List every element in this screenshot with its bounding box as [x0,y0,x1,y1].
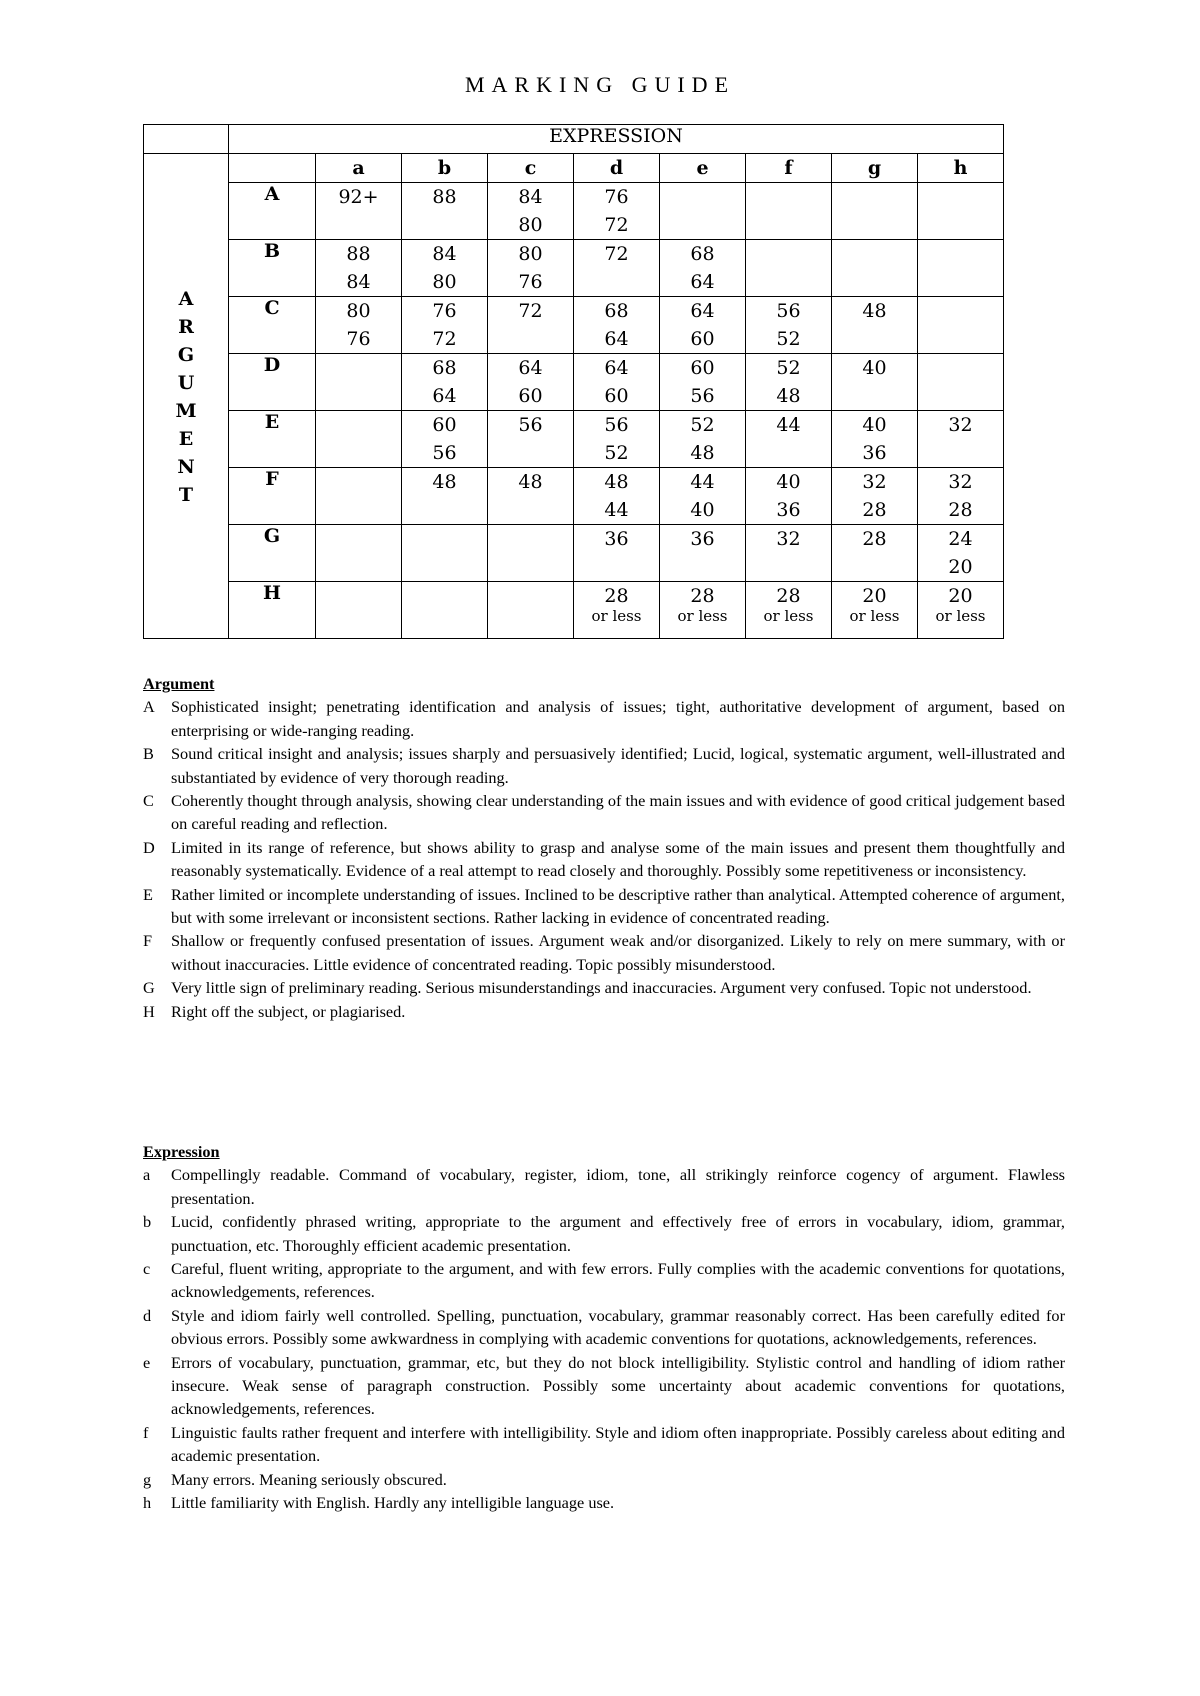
grade-cell [746,468,832,525]
grade-value: 84 [432,243,457,265]
grade-cell [918,297,1004,354]
argument-item [143,976,1065,999]
grade-cell [918,411,1004,468]
grade-value: 60 [518,385,543,407]
item-description: Style and idiom fairly well controlled. Spelling, punctuation, vocabulary, grammar reasonably correct. Has been carefully edited for obvious errors. Possibly some awkwardness in complying with academic conventions for quotations, acknowledgements, references. [171,1305,1065,1349]
grade-value: 52 [690,414,715,436]
column-header-d: d [574,154,660,183]
grade-value: 88 [432,186,457,208]
item-key: F [143,931,153,951]
grade-cell [402,411,488,468]
item-key: b [143,1212,152,1232]
argument-letter: U [177,372,195,394]
grade-value: 48 [862,300,887,322]
grade-value: 56 [776,300,801,322]
grade-value: 52 [776,328,801,350]
grade-cell [746,411,832,468]
grade-cell [488,525,574,582]
grade-value: 28 [948,499,973,521]
column-header-c: c [488,154,574,183]
grade-cell [746,354,832,411]
grade-cell [574,411,660,468]
grade-cell [316,183,402,240]
grade-row [144,468,1004,525]
item-key: h [143,1493,152,1513]
expression-item [143,1304,1065,1351]
argument-item [143,789,1065,836]
grade-cell [316,411,402,468]
item-key: H [143,1001,155,1021]
grade-value: 84 [346,271,371,293]
row-label: E [229,411,316,468]
grade-value: 56 [690,385,715,407]
expression-item [143,1421,1065,1468]
expression-header: EXPRESSION [229,125,1004,154]
argument-letter: M [175,400,197,422]
grade-row [144,297,1004,354]
item-key: d [143,1305,152,1325]
grade-cell [402,297,488,354]
argument-letter: T [178,484,194,506]
expression-item [143,1351,1065,1421]
grade-row [144,582,1004,639]
argument-heading: Argument [143,674,215,693]
grade-cell [488,297,574,354]
grade-value: 80 [518,243,543,265]
grade-cell [402,525,488,582]
item-key: g [143,1469,152,1489]
grade-value: 92+ [338,186,379,208]
grade-value: 76 [346,328,371,350]
grade-cell [746,525,832,582]
grade-value: 76 [432,300,457,322]
grade-value: 80 [346,300,371,322]
expression-item [143,1163,1065,1210]
row-label: G [229,525,316,582]
grade-value: 64 [518,357,543,379]
grade-cell [316,297,402,354]
grade-value: 28 [862,528,887,550]
row-label: C [229,297,316,354]
argument-item [143,836,1065,883]
grade-value: 68 [604,300,629,322]
expression-heading: Expression [143,1142,220,1161]
grade-value: 40 [690,499,715,521]
argument-item [143,929,1065,976]
item-key: f [143,1422,149,1442]
expression-item [143,1210,1065,1257]
grade-value: 52 [604,442,629,464]
grade-cell [832,411,918,468]
grade-value: 40 [776,471,801,493]
grade-cell [316,582,402,639]
grade-cell [832,354,918,411]
grade-cell [574,582,660,639]
grade-value: 28 [604,585,629,607]
grade-value: 20 [948,556,973,578]
grade-value: 32 [862,471,887,493]
grade-cell [488,582,574,639]
grade-cell [488,240,574,297]
grade-cell [660,525,746,582]
argument-item [143,883,1065,930]
or-less-label: or less [677,607,728,625]
item-description: Limited in its range of reference, but shows ability to grasp and analyse some of the main issues and present them thoughtfully and reasonably systematically. Evidence of a real attempt to read closely and thoroughly. Possibly some repetitiveness or inconsistency. [171,837,1065,881]
grade-value: 48 [432,471,457,493]
item-description: Errors of vocabulary, punctuation, grammar, etc, but they do not block intelligibility. Stylistic control and handling of idiom rather insecure. Weak sense of paragraph construction. Possibly some uncertainty about academic conventions for quotations, acknowledgements, references. [171,1352,1065,1419]
grade-cell [832,297,918,354]
grade-cell [918,582,1004,639]
row-label: H [229,582,316,639]
grade-value: 84 [518,186,543,208]
grade-cell [918,183,1004,240]
grade-value: 60 [432,414,457,436]
grade-cell [660,354,746,411]
grade-value: 56 [604,414,629,436]
grade-value: 44 [604,499,629,521]
grade-value: 68 [690,243,715,265]
or-less-label: or less [935,607,986,625]
expression-list [143,1163,1065,1514]
grade-cell [660,240,746,297]
grade-value: 80 [518,214,543,236]
grade-value: 20 [948,585,973,607]
grade-value: 28 [690,585,715,607]
item-key: D [143,837,155,857]
grade-value: 56 [432,442,457,464]
grade-cell [402,354,488,411]
grade-value: 36 [776,499,801,521]
page-title: MARKING GUIDE [464,72,736,97]
item-key: c [143,1259,151,1279]
grade-value: 28 [862,499,887,521]
grade-cell [574,525,660,582]
grade-cell [832,240,918,297]
argument-section [143,672,1065,1023]
grade-value: 64 [432,385,457,407]
item-key: a [143,1165,151,1185]
grade-value: 44 [776,414,801,436]
grade-cell [488,354,574,411]
grade-cell [746,297,832,354]
column-header-g: g [832,154,918,183]
grade-cell [574,354,660,411]
grade-value: 40 [862,414,887,436]
grade-value: 88 [346,243,371,265]
grade-value: 80 [432,271,457,293]
grade-value: 64 [604,357,629,379]
grade-cell [746,183,832,240]
column-header-h: h [918,154,1004,183]
grade-value: 64 [604,328,629,350]
grade-cell [918,240,1004,297]
item-description: Careful, fluent writing, appropriate to the argument, and with few errors. Fully complies with the academic conventions for quotations, acknowledgements, references. [171,1259,1065,1302]
grade-value: 48 [776,385,801,407]
grade-cell [316,525,402,582]
grade-cell [402,183,488,240]
grade-value: 32 [776,528,801,550]
grade-value: 60 [604,385,629,407]
grade-cell [574,183,660,240]
grade-cell [918,525,1004,582]
grade-value: 60 [690,357,715,379]
item-description: Sophisticated insight; penetrating identification and analysis of issues; tight, authoritative development of argument, based on enterprising or wide-ranging reading. [171,697,1065,740]
grade-value: 72 [518,300,543,322]
grade-value: 52 [776,357,801,379]
grade-value: 44 [690,471,715,493]
argument-letter: N [177,456,195,478]
grade-cell [660,183,746,240]
grade-cell [660,468,746,525]
grade-value: 40 [862,357,887,379]
grade-cell [402,240,488,297]
argument-item [143,742,1065,789]
grade-cell [488,411,574,468]
grade-row [144,525,1004,582]
grade-cell [832,525,918,582]
column-header-a: a [316,154,402,183]
grade-value: 72 [604,243,629,265]
grade-cell [316,240,402,297]
grade-value: 48 [518,471,543,493]
grade-cell [746,582,832,639]
row-label: B [229,240,316,297]
expression-section [143,1140,1065,1515]
item-description: Right off the subject, or plagiarised. [171,1001,406,1021]
grade-value: 24 [948,528,973,550]
column-header-b: b [402,154,488,183]
grade-value: 48 [604,471,629,493]
grade-value: 64 [690,271,715,293]
grade-cell [918,468,1004,525]
grade-value: 36 [690,528,715,550]
grade-value: 68 [432,357,457,379]
item-description: Linguistic faults rather frequent and interfere with intelligibility. Style and idiom often inappropriate. Possibly careless about editing and academic presentation. [171,1422,1065,1466]
grade-value: 56 [518,414,543,436]
grade-cell [660,582,746,639]
grade-cell [402,582,488,639]
argument-item [143,695,1065,742]
item-description: Very little sign of preliminary reading. Serious misunderstandings and inaccuracies. Argument very confused. Topic not understood. [171,978,1032,998]
grade-cell [488,183,574,240]
argument-letter: R [178,316,194,338]
grade-cell [316,468,402,525]
corner-cell [144,125,229,154]
grade-cell [316,354,402,411]
grade-value: 20 [862,585,887,607]
grade-value: 28 [776,585,801,607]
item-key: e [143,1352,151,1372]
grade-cell [832,468,918,525]
grade-row [144,183,1004,240]
grade-cell [574,468,660,525]
argument-item [143,1000,1065,1023]
grade-cell [660,411,746,468]
grade-cell [832,582,918,639]
argument-vertical-label [144,154,229,639]
row-label: D [229,354,316,411]
grade-row [144,354,1004,411]
argument-letter: A [178,288,194,310]
grade-value: 60 [690,328,715,350]
row-label: A [229,183,316,240]
grade-row [144,240,1004,297]
column-header-e: e [660,154,746,183]
grade-value: 76 [518,271,543,293]
argument-letter: G [177,344,195,366]
item-key: A [143,697,155,717]
grade-cell [918,354,1004,411]
item-description: Lucid, confidently phrased writing, appropriate to the argument and effectively free of errors in vocabulary, idiom, grammar, punctuation, etc. Thoroughly efficient academic presentation. [171,1212,1065,1255]
item-description: Many errors. Meaning seriously obscured. [171,1469,447,1489]
item-description: Sound critical insight and analysis; issues sharply and persuasively identified; Lucid, logical, systematic argument, well-illustrated and substantiated by evidence of very thorough reading. [171,744,1065,787]
argument-list [143,695,1065,1023]
item-key: E [143,884,153,904]
item-key: G [143,978,155,998]
item-description: Coherently thought through analysis, showing clear understanding of the main issues and with evidence of good critical judgement based on careful reading and reflection. [171,791,1065,834]
row-label: F [229,468,316,525]
grade-value: 76 [604,186,629,208]
grade-value: 48 [690,442,715,464]
expression-item [143,1257,1065,1304]
grade-cell [660,297,746,354]
grade-cell [832,183,918,240]
or-less-label: or less [849,607,900,625]
grade-row [144,411,1004,468]
item-description: Shallow or frequently confused presentation of issues. Argument weak and/or disorganized. Likely to rely on mere summary, with or without inaccuracies. Little evidence of concentrated reading. Topic possibly misunderstood. [171,931,1065,974]
item-description: Little familiarity with English. Hardly any intelligible language use. [171,1493,615,1513]
column-header-f: f [746,154,832,183]
grade-value: 36 [862,442,887,464]
grade-cell [488,468,574,525]
marking-grid [143,124,1004,639]
item-key: B [143,744,154,764]
grade-value: 36 [604,528,629,550]
expression-item [143,1491,1065,1514]
or-less-label: or less [763,607,814,625]
grade-value: 32 [948,471,973,493]
or-less-label: or less [591,607,642,625]
grade-cell [574,240,660,297]
grade-value: 72 [432,328,457,350]
argument-letter: E [178,428,194,450]
blank-header-cell [229,154,316,183]
grade-cell [574,297,660,354]
expression-item [143,1468,1065,1491]
grade-cell [402,468,488,525]
grade-value: 72 [604,214,629,236]
grade-value: 64 [690,300,715,322]
grade-cell [746,240,832,297]
item-key: C [143,791,154,811]
grade-value: 32 [948,414,973,436]
item-description: Rather limited or incomplete understanding of issues. Inclined to be descriptive rather than analytical. Attempted coherence of argument, but with some irrelevant or inconsistent sections. Rather lacking in evidence of concentrated reading. [171,884,1065,928]
item-description: Compellingly readable. Command of vocabulary, register, idiom, tone, all strikingly reinforce cogency of argument. Flawless presentation. [171,1165,1065,1208]
